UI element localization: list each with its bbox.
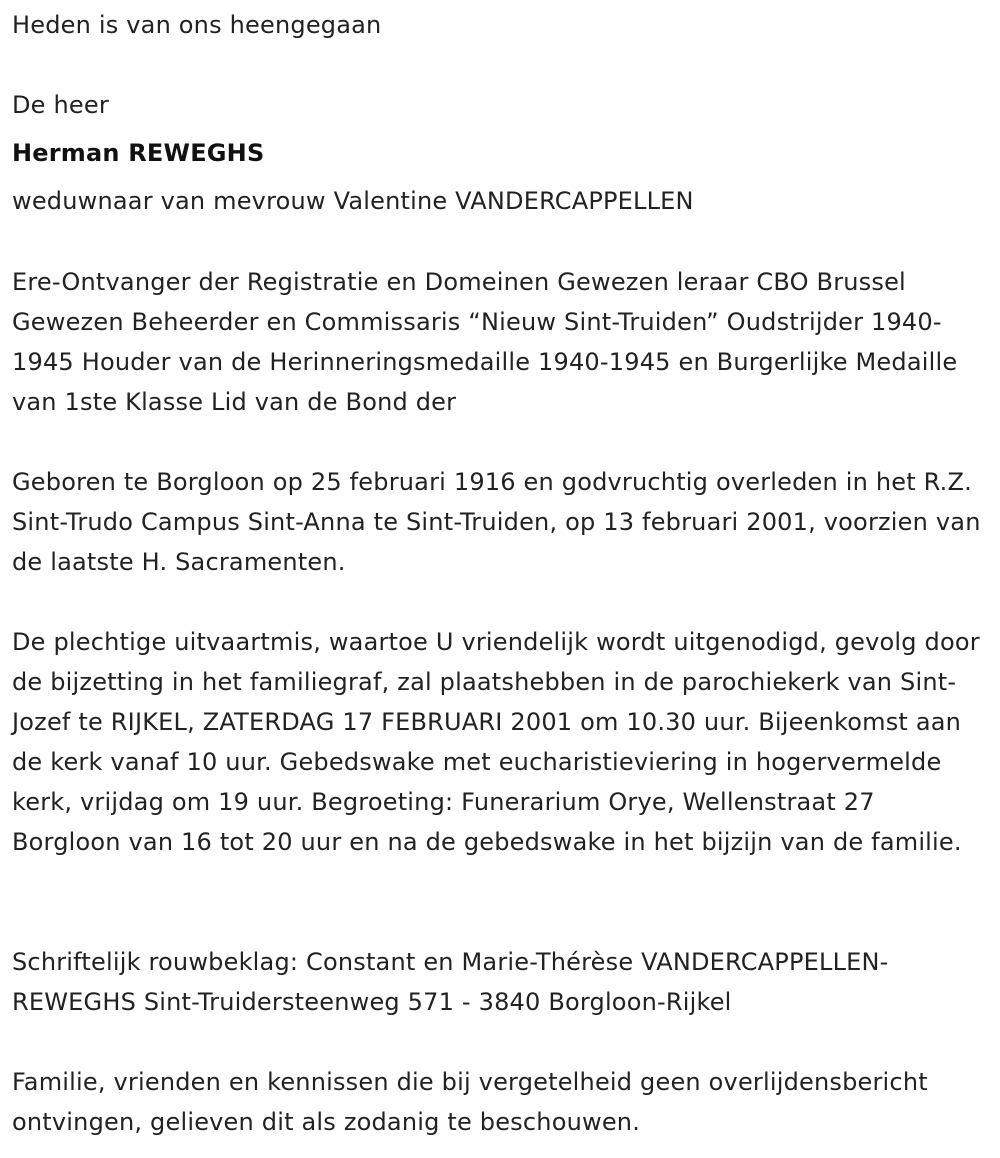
intro-text: Heden is van ons heengegaan xyxy=(12,11,382,39)
salutation: De heer xyxy=(12,91,109,119)
deceased-name: Herman REWEGHS xyxy=(12,139,265,167)
birth-death-paragraph: Geboren te Borgloon op 25 februari 1916 en godvruchtig overleden in het R.Z. Sint-Trudo Campus Sint-Anna te Sint-Truiden, op 13 februari 2001, voorzien van de laatste H. Sacramenten. xyxy=(12,468,981,576)
funeral-paragraph: De plechtige uitvaartmis, waartoe U vriendelijk wordt uitgenodigd, gevolg door de bijzetting in het familiegraf, zal plaatshebben in de parochiekerk van Sint-Jozef te RIJKEL, ZATERDAG 17 FEBRUARI 2001 om 10.30 uur. Bijeenkomst aan de kerk vanaf 10 uur. Gebedswake met eucharistieviering in hogervermelde kerk, vrijdag om 19 uur. Begroeting: Funerarium Orye, Wellenstraat 27 Borgloon van 16 tot 20 uur en na de gebedswake in het bijzijn van de familie. xyxy=(12,628,980,856)
condolences-paragraph: Schriftelijk rouwbeklag: Constant en Marie-Thérèse VANDERCAPPELLEN-REWEGHS Sint-Truidersteenweg 571 - 3840 Borgloon-Rijkel xyxy=(12,948,889,1016)
relation-text: weduwnaar van mevrouw Valentine VANDERCAPPELLEN xyxy=(12,187,694,215)
closing-paragraph: Familie, vrienden en kennissen die bij vergetelheid geen overlijdensbericht ontvingen, gelieven dit als zodanig te beschouwen. xyxy=(12,1068,928,1136)
titles-paragraph: Ere-Ontvanger der Registratie en Domeinen Gewezen leraar CBO Brussel Gewezen Beheerder en Commissaris “Nieuw Sint-Truiden” Oudstrijder 1940-1945 Houder van de Herinneringsmedaille 1940-1945 en Burgerlijke Medaille van 1ste Klasse Lid van de Bond der xyxy=(12,268,958,416)
